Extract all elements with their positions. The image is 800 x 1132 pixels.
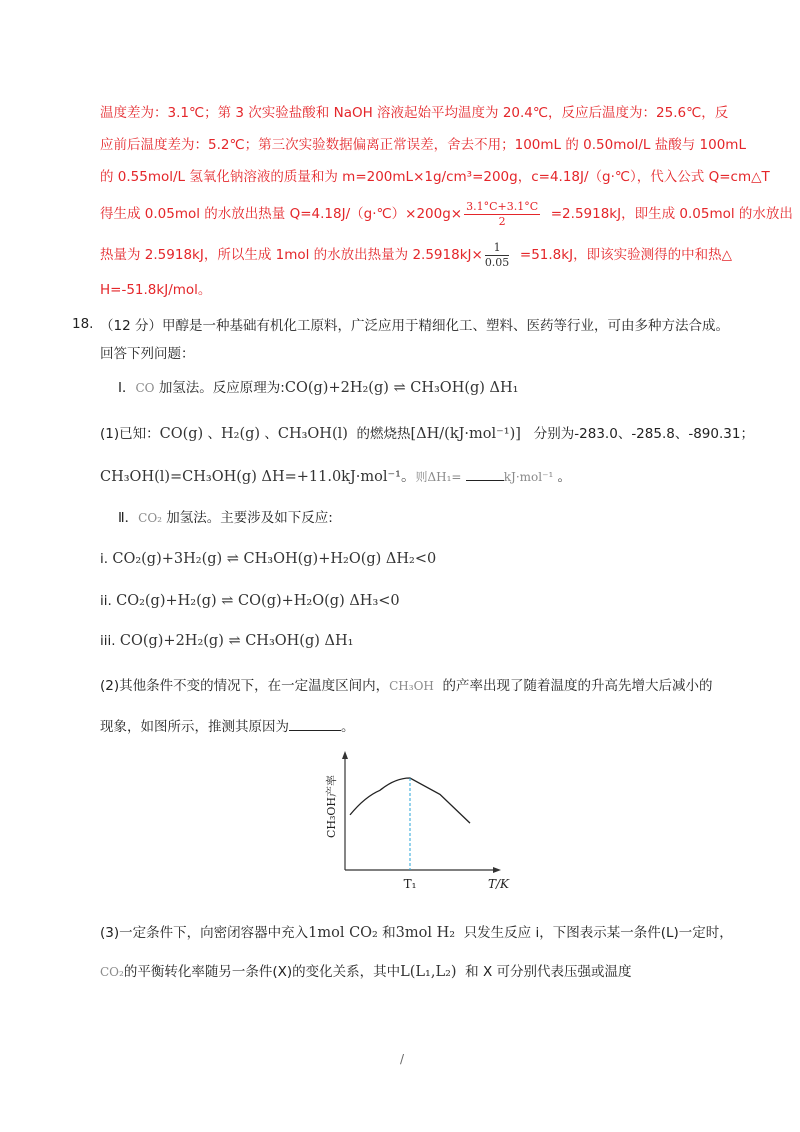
q1-then-dh1: 则ΔH₁=	[415, 470, 462, 484]
part-2-text: 加氢法。主要涉及如下反应:	[166, 510, 333, 526]
q1-answer-blank[interactable]	[466, 466, 504, 481]
page-footer-mark: /	[400, 1052, 405, 1066]
part-2-heading	[118, 508, 333, 528]
q2-ch3oh: CH₃OH	[389, 679, 434, 693]
answer-line-5	[100, 240, 732, 270]
part-1-co: CO	[135, 381, 155, 395]
q2-text-b: 的产率出现了随着温度的升高先增大后减小的	[442, 678, 713, 694]
q2-line-2	[100, 716, 355, 737]
q1-prefix: (1)已知：	[100, 426, 160, 442]
reaction-i-label: i.	[100, 551, 109, 567]
x-axis-arrow	[493, 867, 501, 873]
q1-end: 。	[557, 469, 572, 485]
q1-vaporization-equation: CH₃OH(l)=CH₃OH(g) ΔH=+11.0kJ·mol⁻¹。	[100, 469, 416, 485]
q1-combustion-heat-label: 的燃烧热	[356, 426, 411, 442]
q3-text-d: 和 X 可分别代表压强或温度	[465, 964, 632, 980]
part-1-label: Ⅰ．	[118, 380, 136, 396]
q3-line-2	[100, 962, 632, 982]
question-number: 18.	[72, 316, 94, 332]
q3-co2: CO₂	[100, 965, 124, 979]
q3-co2-amount: 1mol CO₂	[308, 925, 378, 941]
reaction-i-equation: CO₂(g)+3H₂(g) ⇌ CH₃OH(g)+H₂O(g) ΔH₂<0	[112, 551, 437, 567]
part-2-label: Ⅱ．	[118, 510, 139, 526]
y-axis-label: CH₃OH产率	[325, 774, 338, 838]
answer-line-5-text-a: 热量为 2.5918kJ，所以生成 1mol 的水放出热量为 2.5918kJ×	[100, 247, 483, 263]
reaction-ii-equation: CO₂(g)+H₂(g) ⇌ CO(g)+H₂O(g) ΔH₃<0	[116, 593, 400, 609]
q2-end: 。	[341, 719, 355, 735]
q1-line-1	[100, 424, 754, 444]
reaction-i	[100, 549, 436, 569]
answer-line-1: 温度差为：3.1℃；第 3 次实验盐酸和 NaOH 溶液起始平均温度为 20.4℃，反应后温度为：25.6℃，反	[100, 105, 729, 121]
q1-ch3oh-liquid: CH₃OH(l)	[277, 426, 348, 442]
answer-line-5-text-b: =51.8kJ，即该实验测得的中和热△	[519, 247, 732, 263]
answer-fraction-temp	[464, 200, 540, 229]
part-1-text: 加氢法。反应原理为:	[158, 380, 285, 396]
q1-answer-unit: kJ·mol⁻¹	[503, 470, 554, 484]
answer-line-4	[100, 199, 793, 229]
x-tick-label-t1: T₁	[403, 877, 417, 891]
q1-unit: [ΔH/(kJ·mol⁻¹)]	[410, 426, 521, 442]
q3-text-c: 的平衡转化率随另一条件(X)的变化关系，其中	[123, 964, 401, 980]
q1-line-2	[100, 466, 571, 487]
q1-separator-2: 、	[264, 426, 278, 442]
answer-line-4-text-b: =2.5918kJ，即生成 0.05mol 的水放出	[550, 206, 793, 222]
reaction-ii-label: ii.	[100, 593, 112, 609]
q3-l-variable: L(L₁,L₂)	[400, 964, 457, 980]
reaction-iii-equation: CO(g)+2H₂(g) ⇌ CH₃OH(g) ΔH₁	[119, 633, 354, 649]
reaction-iii	[100, 631, 353, 651]
part-2-co2: CO₂	[138, 511, 162, 525]
q3-text-b: 只发生反应 i，下图表示某一条件(L)一定时，	[463, 925, 733, 941]
fraction-numerator: 1	[485, 241, 510, 256]
answer-line-4-text-a: 得生成 0.05mol 的水放出热量 Q=4.18J/（g·℃）×200g×	[100, 206, 463, 222]
part-1-heading	[118, 378, 518, 398]
q2-answer-blank[interactable]	[289, 716, 341, 731]
q3-h2-amount: 3mol H₂	[395, 925, 456, 941]
q1-values: 分别为-283.0、-285.8、-890.31；	[533, 426, 754, 442]
x-axis-label: T/K	[488, 877, 510, 891]
fraction-denominator: 0.05	[484, 255, 510, 269]
q3-and: 和	[382, 925, 396, 941]
reaction-iii-label: iii.	[100, 633, 116, 649]
q1-co: CO(g)	[159, 426, 204, 442]
fraction-numerator: 3.1°C+3.1°C	[466, 199, 539, 213]
reaction-ii	[100, 591, 400, 611]
q3-line-1	[100, 923, 733, 943]
answer-fraction-mol	[485, 241, 510, 270]
q1-separator-1: 、	[207, 426, 221, 442]
question-intro-1: （12 分）甲醇是一种基础有机化工原料，广泛应用于精细化工、塑料、医药等行业，可由多种方法合成。	[100, 318, 729, 334]
q2-text-c: 现象，如图所示，推测其原因为	[100, 719, 289, 735]
fraction-denominator: 2	[498, 214, 506, 228]
q2-line-1	[100, 676, 712, 696]
q3-text-a: (3)一定条件下，向密闭容器中充入	[100, 925, 309, 941]
answer-line-3: 的 0.55mol/L 氢氧化钠溶液的质量和为 m=200mL×1g/cm³=200g，c=4.18J/（g·℃），代入公式 Q=cm△T	[100, 169, 770, 185]
answer-line-6: H=-51.8kJ/mol。	[100, 282, 212, 298]
answer-line-2: 应前后温度差为：5.2℃；第三次实验数据偏离正常误差，舍去不用；100mL 的 0.50mol/L 盐酸与 100mL	[100, 137, 746, 153]
q2-text-a: (2)其他条件不变的情况下，在一定温度区间内，	[100, 678, 390, 694]
q1-h2: H₂(g)	[221, 426, 261, 442]
y-axis-arrow	[342, 751, 348, 759]
question-intro-2: 回答下列问题：	[100, 346, 195, 362]
part-1-equation: CO(g)+2H₂(g) ⇌ CH₃OH(g) ΔH₁	[284, 380, 519, 396]
yield-temperature-chart	[318, 748, 518, 898]
